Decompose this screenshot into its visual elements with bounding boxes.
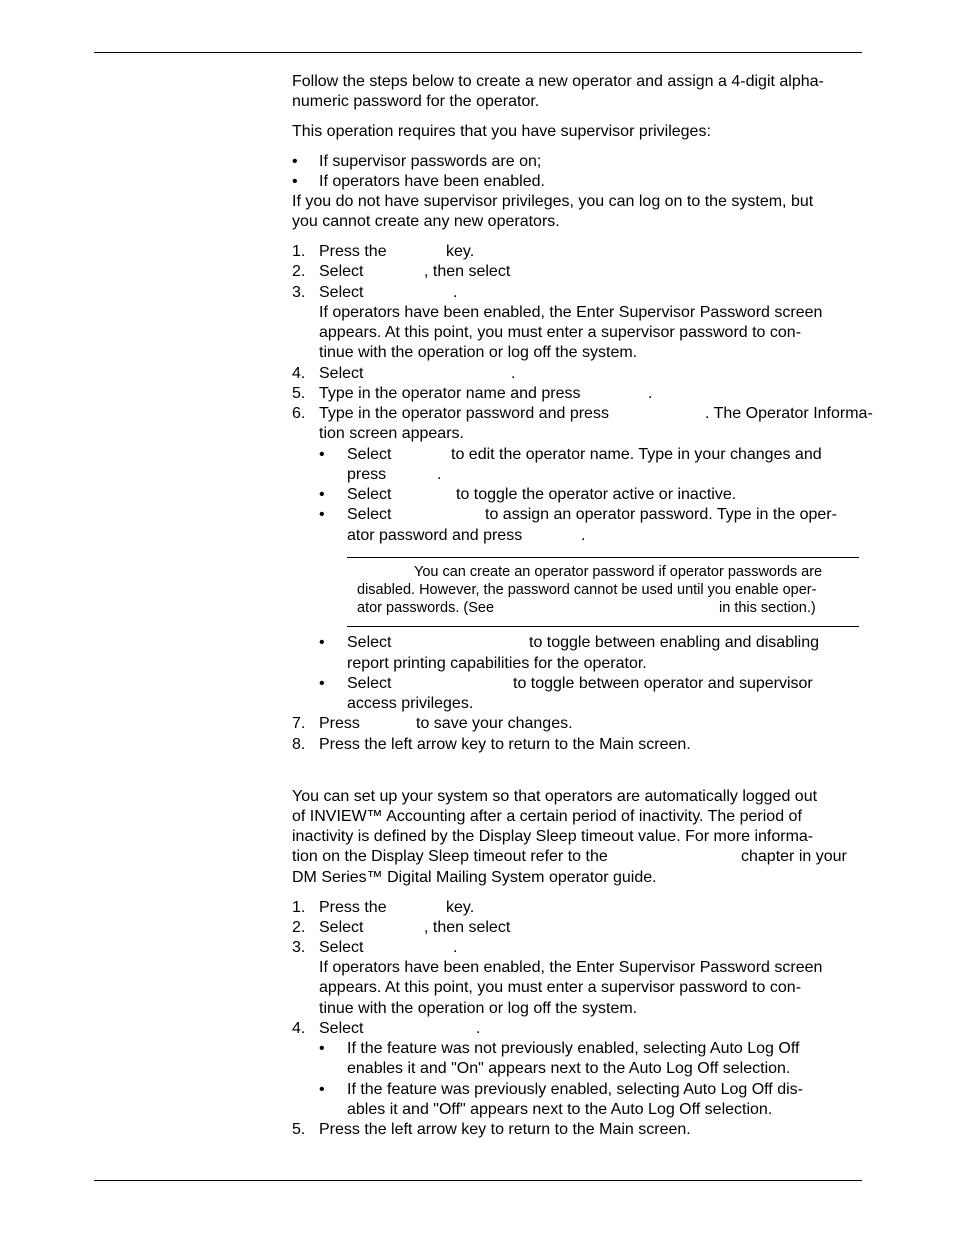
auto-step-3-a: Select xyxy=(319,939,364,956)
step-number: 5. xyxy=(292,1121,306,1138)
step-number: 3. xyxy=(292,284,306,301)
step-number: 4. xyxy=(292,1020,306,1037)
privileges-bullet-1: If supervisor passwords are on; xyxy=(319,153,542,170)
privileges-bullet-2: If operators have been enabled. xyxy=(319,173,545,190)
auto-step-3-detail-2: appears. At this point, you must enter a supervisor password to con- xyxy=(319,979,802,996)
sub-b-2: to toggle the operator active or inactive. xyxy=(456,486,737,503)
sub-a-2: to edit the operator name. Type in your changes and xyxy=(451,446,822,463)
step-number: 7. xyxy=(292,715,306,732)
step-6-b: . The Operator Informa- xyxy=(705,405,873,422)
autolog-line-4b: chapter in your xyxy=(741,848,847,865)
intro-line-1: Follow the steps below to create a new operator and assign a 4-digit alpha- xyxy=(292,73,824,90)
step-1-a: Press the xyxy=(319,243,387,260)
note-line-3b: in this section.) xyxy=(719,600,816,616)
auto-sub-b-cont: ables it and "Off" appears next to the Auto Log Off selection. xyxy=(347,1101,773,1118)
no-privileges-line-2: you cannot create any new operators. xyxy=(292,213,560,230)
step-5-b: . xyxy=(648,385,653,402)
sub-b-1: Select xyxy=(347,486,392,503)
bullet: • xyxy=(319,1040,325,1057)
auto-step-3-b: . xyxy=(453,939,458,956)
step-3-b: . xyxy=(453,284,458,301)
intro-line-2: numeric password for the operator. xyxy=(292,93,540,110)
bullet: • xyxy=(319,446,325,463)
step-3-a: Select xyxy=(319,284,364,301)
step-5-a: Type in the operator name and press xyxy=(319,385,581,402)
step-4-a: Select xyxy=(319,365,364,382)
sub-c-cont-2: . xyxy=(581,527,586,544)
step-2-b: , then select xyxy=(424,263,511,280)
step-number: 4. xyxy=(292,365,306,382)
bullet: • xyxy=(292,153,298,170)
step-8: Press the left arrow key to return to the Main screen. xyxy=(319,736,691,753)
step-3-detail-3: tinue with the operation or log off the system. xyxy=(319,344,638,361)
auto-step-3-detail-3: tinue with the operation or log off the system. xyxy=(319,1000,638,1017)
step-number: 3. xyxy=(292,939,306,956)
step-6-a: Type in the operator password and press xyxy=(319,405,609,422)
autolog-line-4a: tion on the Display Sleep timeout refer to the xyxy=(292,848,608,865)
auto-sub-a: If the feature was not previously enabled, selecting Auto Log Off xyxy=(347,1040,800,1057)
step-number: 1. xyxy=(292,243,306,260)
autolog-line-2: of INVIEW™ Accounting after a certain period of inactivity. The period of xyxy=(292,808,802,825)
auto-step-2-a: Select xyxy=(319,919,364,936)
auto-step-2-b: , then select xyxy=(424,919,511,936)
autolog-line-3: inactivity is defined by the Display Sleep timeout value. For more informa- xyxy=(292,828,814,845)
note-bottom-rule xyxy=(347,626,859,627)
sub-c-cont-1: ator password and press xyxy=(347,527,523,544)
bullet: • xyxy=(319,675,325,692)
auto-sub-b: If the feature was previously enabled, selecting Auto Log Off dis- xyxy=(347,1081,803,1098)
step-3-detail-2: appears. At this point, you must enter a supervisor password to con- xyxy=(319,324,802,341)
note-line-1: You can create an operator password if operator passwords are xyxy=(414,564,823,580)
note-line-3a: ator passwords. (See xyxy=(357,600,495,616)
step-number: 2. xyxy=(292,919,306,936)
bullet: • xyxy=(319,634,325,651)
step-number: 5. xyxy=(292,385,306,402)
sub-d-1: Select xyxy=(347,634,392,651)
bullet: • xyxy=(319,486,325,503)
step-number: 6. xyxy=(292,405,306,422)
step-3-detail-1: If operators have been enabled, the Enter Supervisor Password screen xyxy=(319,304,823,321)
sub-d-cont: report printing capabilities for the operator. xyxy=(347,655,647,672)
step-number: 1. xyxy=(292,899,306,916)
auto-step-4-b: . xyxy=(476,1020,481,1037)
step-7-b: to save your changes. xyxy=(416,715,573,732)
step-6-cont: tion screen appears. xyxy=(319,425,464,442)
autolog-line-1: You can set up your system so that operators are automatically logged out xyxy=(292,788,818,805)
sub-d-2: to toggle between enabling and disabling xyxy=(529,634,820,651)
sub-e-1: Select xyxy=(347,675,392,692)
step-number: 8. xyxy=(292,736,306,753)
step-4-b: . xyxy=(511,365,516,382)
auto-step-3-detail-1: If operators have been enabled, the Enter Supervisor Password screen xyxy=(319,959,823,976)
auto-step-4-a: Select xyxy=(319,1020,364,1037)
sub-e-2: to toggle between operator and supervisor xyxy=(513,675,813,692)
auto-step-1-a: Press the xyxy=(319,899,387,916)
auto-step-1-b: key. xyxy=(446,899,475,916)
no-privileges-line-1: If you do not have supervisor privileges, you can log on to the system, but xyxy=(292,193,814,210)
privileges-text: This operation requires that you have supervisor privileges: xyxy=(292,123,711,140)
bullet: • xyxy=(319,506,325,523)
step-7-a: Press xyxy=(319,715,360,732)
header-rule xyxy=(94,52,862,53)
sub-e-cont: access privileges. xyxy=(347,695,474,712)
autolog-line-5: DM Series™ Digital Mailing System operator guide. xyxy=(292,869,657,886)
bullet: • xyxy=(319,1081,325,1098)
sub-c-1: Select xyxy=(347,506,392,523)
note-line-2: disabled. However, the password cannot be used until you enable oper- xyxy=(357,582,817,598)
sub-c-2: to assign an operator password. Type in the oper- xyxy=(485,506,837,523)
auto-step-5: Press the left arrow key to return to the Main screen. xyxy=(319,1121,691,1138)
auto-sub-a-cont: enables it and "On" appears next to the Auto Log Off selection. xyxy=(347,1060,791,1077)
sub-a-cont-1: press xyxy=(347,466,387,483)
bullet: • xyxy=(292,173,298,190)
note-top-rule xyxy=(347,557,859,558)
sub-a-cont-2: . xyxy=(437,466,442,483)
step-2-a: Select xyxy=(319,263,364,280)
step-number: 2. xyxy=(292,263,306,280)
sub-a-1: Select xyxy=(347,446,392,463)
footer-rule xyxy=(94,1180,862,1181)
step-1-b: key. xyxy=(446,243,475,260)
